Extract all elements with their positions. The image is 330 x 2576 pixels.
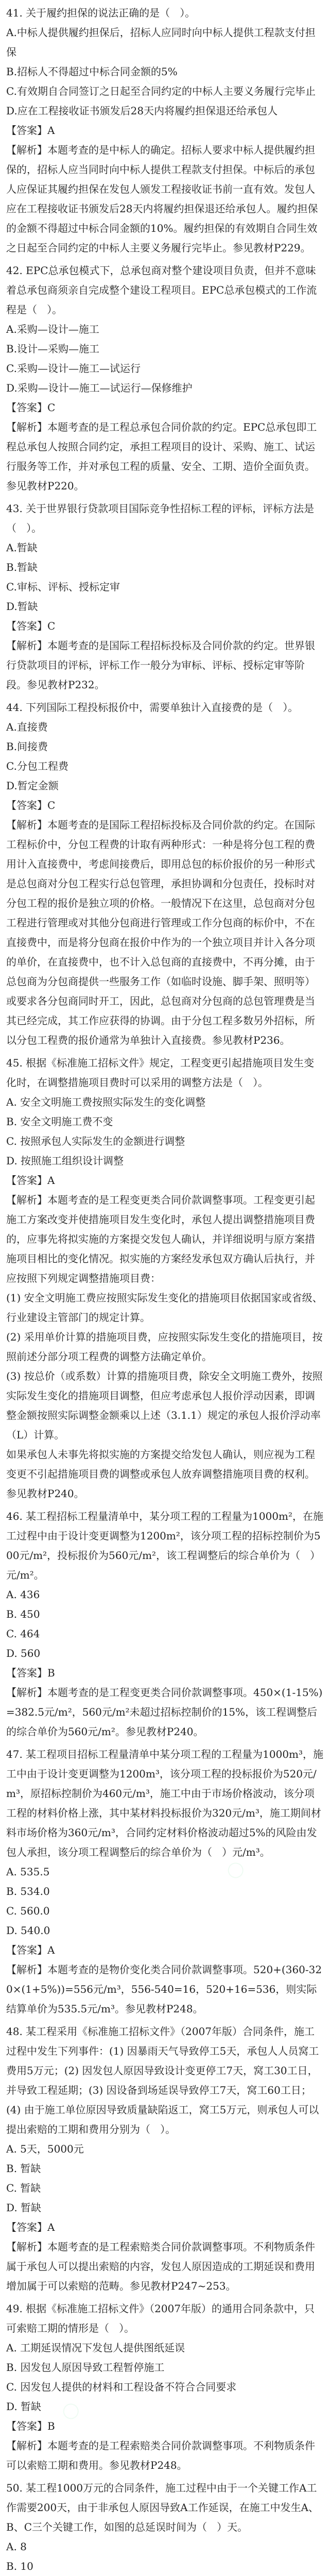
question-line: 【解析】本题考查的是国际工程招标投标及合同价款的约定。世界银行贷款项目的评标，评标工作一般分为审标、评标、授标定审等阶段。参见教材P232。 bbox=[6, 639, 315, 691]
question-line: C.分包工程费 bbox=[6, 760, 68, 772]
question-line: 44. 下列国际工程投标报价中，需要单独计入直接费的是（ ）。 bbox=[6, 701, 299, 714]
question-line: B.设计—采购—施工 bbox=[6, 343, 100, 355]
question-line: B.招标人不得超过中标合同金额的5% bbox=[6, 65, 178, 78]
question-line: D. 暂缺 bbox=[6, 2201, 42, 2214]
question-line: C. 464 bbox=[6, 1628, 40, 1640]
question-block bbox=[6, 2299, 324, 2475]
question-block bbox=[6, 1506, 324, 1741]
question-line: C.审标、评标、授标定审 bbox=[6, 581, 120, 593]
question-block bbox=[6, 698, 324, 1050]
question-line: A. 工期延误情况下发包人提供图纸延误 bbox=[6, 2342, 185, 2354]
question-line: B. 534.0 bbox=[6, 1885, 50, 1897]
question-block bbox=[6, 3, 324, 258]
question-line: D.暂定金额 bbox=[6, 779, 59, 792]
question-line: B. 暂缺 bbox=[6, 2162, 41, 2175]
question-line: D.采购—设计—施工—试运行—保修维护 bbox=[6, 382, 193, 394]
question-block bbox=[6, 1744, 324, 2019]
question-line: C.有效期自合同签订之日起至合同约定的中标人主要义务履行完毕止 bbox=[6, 85, 316, 97]
question-line: A. 535.5 bbox=[6, 1866, 50, 1878]
question-line: 47. 某工程项目招标工程量清单中某分项工程的工程量为1000m³，施工中由于设计变更调整为1200m³，该分项工程的投标报价为520元/m³，原招标控制价为460元/m³，施工中由于市场价格波动，该分项工程的材料价格上涨，其中某材料投标报价为320元/m³，施工期间材料市场价格为360元/m³，合同约定材料价格波动超过5%的风险由发包人承担，该分项工程调整后的综合单价为（ ）元/m³。 bbox=[6, 1748, 324, 1858]
question-line: C. 暂缺 bbox=[6, 2182, 41, 2194]
question-line: 42. EPC总承包模式下，总承包商对整个建设项目负责，但并不意味着总承包商须亲自完成整个建设工程项目。EPC总承包模式的工作流程是（ ）。 bbox=[6, 264, 317, 316]
question-line: A.采购—设计—施工 bbox=[6, 323, 99, 335]
question-line: (3) 按总价（或系数）计算的措施项目费，除安全文明施工费外，按照实际发生变化的措施项目调整，但应考虑承包人报价浮动因素，即调整金额按照实际调整金额乘以上述（3.1.1）规定的承包人报价浮动率（L）计算。 bbox=[6, 1370, 323, 1441]
question-line: D. 540.0 bbox=[6, 1924, 50, 1937]
question-line: A.直接费 bbox=[6, 721, 48, 733]
question-block bbox=[6, 499, 324, 694]
question-line: 【解析】本题考查的是物价变化类合同价款调整事项。520+(360-320×(1+5%))=556元/m³，556-540=16，520+16=536，则实际结算单价为535.5元/m³。参见教材P248。 bbox=[6, 1963, 322, 2015]
question-line: 【答案】C bbox=[6, 799, 56, 811]
question-line: 49. 根据《标准施工招标文件》（2007年版）的通用合同条款中，只可索赔工期的情形是（ ）。 bbox=[6, 2302, 315, 2334]
question-line: 46. 某工程招标工程量清单中，某分项工程的工程量为1000m²，在施工过程中由于设计变更调整为1200m²，该分项工程的招标控制价为500元/m²，投标报价为560元/m²，该工程调整后的综合单价为（ ）元/m²。 bbox=[6, 1510, 324, 1581]
question-line: D. 560 bbox=[6, 1647, 41, 1659]
question-line: C.采购—设计—施工—试运行 bbox=[6, 362, 141, 375]
question-line: 50. 某工程1000万元的合同条件，施工过程中由于一个关键工作A工作需要200天，由于非承包人原因导致A工作延误，在施工中发生A、B、C三个关键工作，如图的总延误时间为（ ）天。 bbox=[6, 2482, 319, 2533]
question-line: 【答案】A bbox=[6, 124, 55, 137]
question-line: A.中标人提供履约担保后，招标人应同时向中标人提供工程款支付担保 bbox=[6, 26, 316, 58]
question-line: A. 8 bbox=[6, 2540, 27, 2553]
question-line: A.暂缺 bbox=[6, 541, 38, 554]
question-line: 【解析】本题考查的是工程变更类合同价款调整事项。工程变更引起施工方案改变并使措施项目发生变化时，承包人提出调整措施项目费的，应事先将拟实施的方案提交发包人确认，并详细说明与原方案措施项目相比的变化情况。拟实施的方案经发承包双方确认后执行，并应按照下列规定调整措施项目费： bbox=[6, 1194, 315, 1284]
question-line: B.暂缺 bbox=[6, 561, 38, 573]
question-line: 43. 关于世界银行贷款项目国际竞争性招标工程的评标，评标方法是（ ）。 bbox=[6, 502, 315, 534]
question-line: 【答案】B bbox=[6, 1667, 55, 1679]
question-line: B.间接费 bbox=[6, 740, 48, 753]
question-line: 【答案】A bbox=[6, 1174, 55, 1187]
question-line: B. 450 bbox=[6, 1608, 40, 1620]
question-line: 【答案】C bbox=[6, 401, 56, 414]
question-line: A. 安全文明施工费按照实际发生的变化调整 bbox=[6, 1096, 206, 1108]
question-line: 【答案】C bbox=[6, 620, 56, 632]
question-line: C. 560.0 bbox=[6, 1905, 50, 1917]
question-line: 【答案】B bbox=[6, 2420, 55, 2432]
question-block bbox=[6, 2022, 324, 2296]
question-line: 【解析】本题考查的是工程变更类合同价款调整事项。450×(1-15%)=382.5元/m²，560元/m²未超过招标控制价的15%，该工程调整后的综合单价为560元/m²。参见教材P240。 bbox=[6, 1686, 323, 1738]
question-line: 【解析】本题考查的是工程索赔类合同价款调整事项。不利物质条件属于承包人可以提出索赔的内容，发包人原因造成的工期延误和费用增加属于可以索赔的范畴。参见教材P247~253。 bbox=[6, 2241, 315, 2292]
question-line: B. 因发包人原因导致工程暂停施工 bbox=[6, 2361, 165, 2374]
question-line: 41. 关于履约担保的说法正确的是（ ）。 bbox=[6, 7, 196, 19]
question-line: 45. 根据《标准施工招标文件》规定，工程变更引起措施项目发生变化时，在调整措施项目费时可以采用的调整方法是（ ）。 bbox=[6, 1057, 315, 1089]
question-line: (1) 安全文明施工费应按照实际发生变化的措施项目依据国家或省级、行业建设主管部门的规定计算。 bbox=[6, 1292, 323, 1324]
question-line: A. 436 bbox=[6, 1588, 40, 1601]
question-line: B. 安全文明施工费不变 bbox=[6, 1115, 113, 1128]
question-block bbox=[6, 1053, 324, 1503]
question-line: A. 5天，5000元 bbox=[6, 2143, 84, 2155]
question-line: 48. 某工程采用《标准施工招标文件》（2007年版）合同条件，施工过程中发生下列事件：(1) 因暴雨天气导致停工5天，承包人人员窝工费用5万元；(2) 因发包人原因导致设计变更停工7天，窝工30工日，并导致工程延期；(3) 因设备到场延误导致停工7天，窝工60工日；(4) 由于施工单位原因导致质量缺陷返工，窝工5万元，则承包人可以提出索赔的工期和费用分别为（ ）。 bbox=[6, 2025, 319, 2136]
question-line: C. 按照承包人实际发生的金额进行调整 bbox=[6, 1135, 185, 1147]
question-line: D. 暂缺 bbox=[6, 2400, 42, 2413]
question-line: C. 因发包人提供的材料和工程设备不符合合同要求 bbox=[6, 2381, 237, 2393]
question-line: 【解析】本题考查的是国际工程招标投标及合同价款的约定。在国际工程标价中，分包工程费的计取有两种形式：一种是将分包工程的费用计入直接费中，考虑间接费后，即用总包的标价报价的另一种形式是总包商对分包工程实行总包管理，承担协调和分包责任，投标时对分包工程的报价是独立项的价格。一般情况下在这里，总包商对分包工程进行管理或对其他分包商进行管理或工作分包商的标价中，不在直接费中，而是将分包商在报价中作为的一个独立项目并计入各分项的单价，在直接费中，也不计入总包商的直接费中，不再分摊，由于总包商为分包商提供一些服务工作（如临时设施、脚手架、照明等）或要求各分包商同时开工，因此，总包商对分包商的总包管理费是当其已经完成，其工作应获得的协调。由于分包工程多数另外招标，所以分包工程费的报价通常为单独计入直接费。参见教材P236。 bbox=[6, 819, 315, 1046]
question-block bbox=[6, 2478, 324, 2576]
question-line: 【答案】A bbox=[6, 1944, 55, 1956]
question-line: 【答案】A bbox=[6, 2221, 55, 2233]
question-line: (2) 采用单价计算的措施项目费，应按照实际发生变化的措施项目，按照前述分部分项工程费的调整方法确定单价。 bbox=[6, 1331, 323, 1363]
question-block bbox=[6, 261, 324, 496]
question-line: D. 按照施工组织设计调整 bbox=[6, 1155, 124, 1167]
question-line: 【解析】本题考查的是中标人的确定。招标人要求中标人提供履约担保的，招标人应当同时向中标人提供工程款支付担保。中标后的承包人应保证其履约担保在发包人颁发工程接收证书前一直有效。发包人应在工程接收证书颁发后28天内将履约担保退还给承包人。履约担保的金额不得超过中标合同金额的10%。履约担保的有效期自合同生效之日起至合同约定的中标人主要义务履行完毕止。参见教材P229。 bbox=[6, 144, 318, 254]
question-line: 【解析】本题考查的是工程总承包合同价款的约定。EPC总承包即工程总承包人按照合同约定，承担工程项目的设计、采购、施工、试运行服务等工作，并对承包工程的质量、安全、工期、造价全面负责。参见教材P220。 bbox=[6, 421, 317, 492]
question-line: 【解析】本题考查的是工程索赔类合同价款调整事项。不利物质条件可以索赔工期和费用。参见教材P248。 bbox=[6, 2439, 315, 2471]
question-line: D.应在工程接收证书颁发后28天内将履约担保退还给承包人 bbox=[6, 105, 278, 117]
question-line: 如果承包人未事先将拟实施的方案提交给发包人确认，则应视为工程变更不引起措施项目费的调整或承包人放弃调整措施项目费的权利。参见教材P240。 bbox=[6, 1448, 315, 1500]
question-line: D.暂缺 bbox=[6, 600, 38, 613]
question-line: B. 10 bbox=[6, 2560, 33, 2572]
